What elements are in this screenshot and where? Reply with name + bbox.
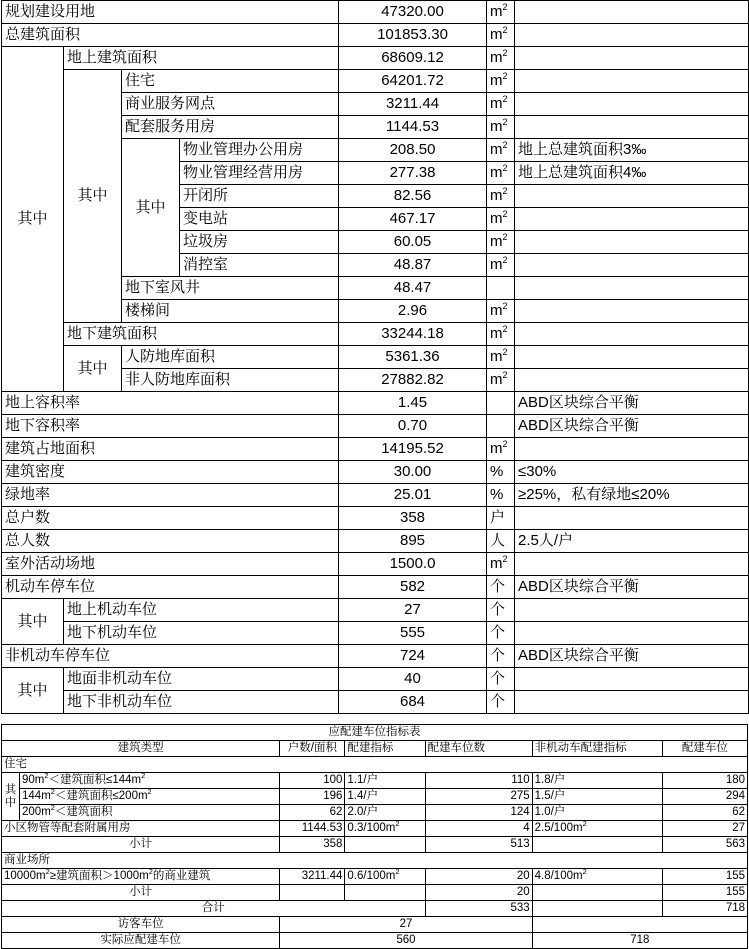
row-nonmotor-standard: 1.5/户: [532, 789, 662, 805]
row-unit: $m^2$: [487, 323, 515, 346]
total-nonmotor-standard: [532, 901, 662, 917]
row-households: 62: [280, 805, 345, 821]
row-nonmotor-standard: $2.5/100m^2$: [532, 821, 662, 837]
subtotal-nonmotor-count: 563: [662, 837, 747, 853]
row-note: [515, 622, 749, 645]
row-car-count: 110: [425, 773, 532, 789]
row-note: [515, 254, 749, 277]
row-label: 建筑密度: [2, 461, 339, 484]
row-nonmotor-standard: $4.8/100m^2$: [532, 869, 662, 885]
row-note: ≤30%: [515, 461, 749, 484]
row-label: 物业管理经营用房: [180, 162, 339, 185]
table-row: [2, 599, 749, 622]
subtotal-standard: [345, 837, 425, 853]
row-unit: $m^2$: [487, 438, 515, 461]
row-label: 非机动车停车位: [2, 645, 339, 668]
row-label: 地上建筑面积: [64, 47, 339, 70]
row-note: [515, 599, 749, 622]
row-unit: $m^2$: [487, 139, 515, 162]
row-unit: 人: [487, 530, 515, 553]
group-label-qizhong-4: 其中: [64, 346, 122, 392]
table-row: [2, 821, 748, 837]
row-unit: $m^2$: [487, 208, 515, 231]
row-value: 684: [339, 691, 487, 714]
header-nonmotor-count: 配建车位: [662, 741, 747, 757]
row-unit: 个: [487, 668, 515, 691]
row-unit: $m^2$: [487, 116, 515, 139]
row-unit: %: [487, 461, 515, 484]
subtotal-car-count: 513: [425, 837, 532, 853]
row-label: 楼梯间: [122, 300, 339, 323]
row-value: 555: [339, 622, 487, 645]
row-label: 商业服务网点: [122, 93, 339, 116]
row-label: 规划建设用地: [2, 1, 339, 24]
row-note: [515, 208, 749, 231]
row-value: 1144.53: [339, 116, 487, 139]
table-row: [2, 24, 749, 47]
actual-nonmotor-value: 718: [532, 933, 747, 949]
subtotal-nonmotor-count: 155: [662, 885, 747, 901]
row-nonmotor-standard: 1.8/户: [532, 773, 662, 789]
row-note: [515, 24, 749, 47]
table-row: [2, 47, 749, 70]
table-row: [2, 805, 748, 821]
subtotal-label: 小计: [2, 885, 280, 901]
row-unit: $m^2$: [487, 254, 515, 277]
row-value: 101853.30: [339, 24, 487, 47]
subtotal-label: 小计: [2, 837, 280, 853]
row-unit: $m^2$: [487, 24, 515, 47]
row-unit: [487, 392, 515, 415]
row-value: 1.45: [339, 392, 487, 415]
row-note: [515, 277, 749, 300]
row-unit: $m^2$: [487, 70, 515, 93]
row-standard: 1.1/户: [345, 773, 425, 789]
row-value: 895: [339, 530, 487, 553]
row-value: 14195.52: [339, 438, 487, 461]
table-row-visitor: [2, 917, 748, 933]
row-label: 人防地库面积: [122, 346, 339, 369]
row-label: 住宅: [122, 70, 339, 93]
row-note: [515, 47, 749, 70]
row-label: 总户数: [2, 507, 339, 530]
subtotal-households: [280, 885, 345, 901]
table-row: [2, 507, 749, 530]
row-value: 5361.36: [339, 346, 487, 369]
row-standard: 1.4/户: [345, 789, 425, 805]
table-row-total: [2, 901, 748, 917]
row-type: $200m^2<$建筑面积: [20, 805, 280, 821]
subtotal-nonmotor-standard: [532, 837, 662, 853]
table-row: [2, 553, 749, 576]
row-value: 277.38: [339, 162, 487, 185]
visitor-label: 访客车位: [2, 917, 280, 933]
row-unit: $m^2$: [487, 185, 515, 208]
row-value: 30.00: [339, 461, 487, 484]
row-nonmotor-count: 62: [662, 805, 747, 821]
table-row: [2, 645, 749, 668]
table-row: [2, 869, 748, 885]
row-unit: $m^2$: [487, 553, 515, 576]
row-type: $90m^2<$建筑面积$\le 144m^2$: [20, 773, 280, 789]
row-value: 82.56: [339, 185, 487, 208]
row-unit: [487, 415, 515, 438]
main-index-table: [1, 0, 749, 714]
parking-table-title: 应配建车位指标表: [2, 725, 748, 741]
actual-car-value: 560: [280, 933, 532, 949]
header-standard: 配建指标: [345, 741, 425, 757]
section-label-commercial: 商业场所: [2, 853, 748, 869]
row-unit: 个: [487, 691, 515, 714]
row-label: 室外活动场地: [2, 553, 339, 576]
row-unit: 个: [487, 622, 515, 645]
actual-label: 实际应配建车位: [2, 933, 280, 949]
row-unit: $m^2$: [487, 93, 515, 116]
row-note: ABD区块综合平衡: [515, 392, 749, 415]
subtotal-standard: [345, 885, 425, 901]
row-label: 地面非机动车位: [64, 668, 339, 691]
row-label: 物业管理办公用房: [180, 139, 339, 162]
row-value: 724: [339, 645, 487, 668]
row-label: 地下非机动车位: [64, 691, 339, 714]
row-value: 358: [339, 507, 487, 530]
row-label: 总建筑面积: [2, 24, 339, 47]
row-households: 1144.53: [280, 821, 345, 837]
table-row: [2, 438, 749, 461]
row-value: 208.50: [339, 139, 487, 162]
parking-header-row: [2, 741, 748, 757]
row-unit: $m^2$: [487, 369, 515, 392]
row-standard: $0.3/100m^2$: [345, 821, 425, 837]
row-note: [515, 691, 749, 714]
table-row: [2, 415, 749, 438]
row-value: 48.47: [339, 277, 487, 300]
table-row: [2, 691, 749, 714]
row-label: 地下机动车位: [64, 622, 339, 645]
row-unit: $m^2$: [487, 47, 515, 70]
total-label: 合计: [2, 901, 426, 917]
row-label: 地下建筑面积: [64, 323, 339, 346]
row-standard: $0.6/100m^2$: [345, 869, 425, 885]
row-unit: 个: [487, 599, 515, 622]
parking-vertical-label: 其 中: [2, 773, 20, 821]
table-row: [2, 1, 749, 24]
row-note: [515, 185, 749, 208]
header-households: 户数/面积: [280, 741, 345, 757]
header-car-count: 配建车位数: [425, 741, 532, 757]
visitor-empty: [532, 917, 747, 933]
total-car-count: 533: [425, 901, 532, 917]
row-value: 40: [339, 668, 487, 691]
group-label-qizhong-5: 其中: [2, 599, 64, 645]
header-nonmotor-standard: 非机动车配建指标: [532, 741, 662, 757]
row-unit: $m^2$: [487, 162, 515, 185]
table-row-subtotal: [2, 885, 748, 901]
row-label: 建筑占地面积: [2, 438, 339, 461]
row-unit: 个: [487, 645, 515, 668]
visitor-value: 27: [280, 917, 532, 933]
table-row: [2, 668, 749, 691]
row-unit: 个: [487, 576, 515, 599]
row-note: ABD区块综合平衡: [515, 576, 749, 599]
row-value: 0.70: [339, 415, 487, 438]
group-label-qizhong-2: 其中: [64, 70, 122, 323]
parking-section-residential: [2, 757, 748, 773]
group-label-qizhong-6: 其中: [2, 668, 64, 714]
table-row: [2, 789, 748, 805]
row-label: 机动车停车位: [2, 576, 339, 599]
row-unit: $m^2$: [487, 1, 515, 24]
row-label: 地下室风井: [122, 277, 339, 300]
row-note: [515, 507, 749, 530]
row-label: 地上机动车位: [64, 599, 339, 622]
group-label-qizhong-3: 其中: [122, 139, 180, 277]
row-label: 垃圾房: [180, 231, 339, 254]
row-note: [515, 116, 749, 139]
row-car-count: 4: [425, 821, 532, 837]
row-value: 1500.0: [339, 553, 487, 576]
row-note: 2.5人/户: [515, 530, 749, 553]
row-value: 27882.82: [339, 369, 487, 392]
row-unit: $m^2$: [487, 300, 515, 323]
table-row: [2, 530, 749, 553]
row-note: 地上总建筑面积4‰: [515, 162, 749, 185]
row-car-count: 20: [425, 869, 532, 885]
row-value: 60.05: [339, 231, 487, 254]
table-row: [2, 461, 749, 484]
subtotal-nonmotor-standard: [532, 885, 662, 901]
row-value: 64201.72: [339, 70, 487, 93]
row-value: 68609.12: [339, 47, 487, 70]
row-note: [515, 668, 749, 691]
row-label: 配套服务用房: [122, 116, 339, 139]
row-value: 582: [339, 576, 487, 599]
total-nonmotor-count: 718: [662, 901, 747, 917]
row-unit: 户: [487, 507, 515, 530]
subtotal-households: 358: [280, 837, 345, 853]
table-row: [2, 346, 749, 369]
row-standard: 2.0/户: [345, 805, 425, 821]
header-type: 建筑类型: [2, 741, 280, 757]
row-value: 25.01: [339, 484, 487, 507]
row-value: 48.87: [339, 254, 487, 277]
row-note: [515, 323, 749, 346]
row-note: [515, 438, 749, 461]
section-label-residential: 住宅: [2, 757, 748, 773]
row-label: 非人防地库面积: [122, 369, 339, 392]
row-households: 3211.44: [280, 869, 345, 885]
row-note: 地上总建筑面积3‰: [515, 139, 749, 162]
parking-title-row: [2, 725, 748, 741]
row-label: 开闭所: [180, 185, 339, 208]
row-value: 2.96: [339, 300, 487, 323]
row-unit: $m^2$: [487, 231, 515, 254]
row-label: 地上容积率: [2, 392, 339, 415]
table-row: [2, 773, 748, 789]
row-note: [515, 1, 749, 24]
row-label: 地下容积率: [2, 415, 339, 438]
table-row: [2, 576, 749, 599]
row-note: [515, 70, 749, 93]
row-label: 总人数: [2, 530, 339, 553]
row-note: [515, 93, 749, 116]
row-nonmotor-count: 180: [662, 773, 747, 789]
row-note: [515, 300, 749, 323]
table-row: [2, 622, 749, 645]
row-label: 绿地率: [2, 484, 339, 507]
row-value: 467.17: [339, 208, 487, 231]
group-label-qizhong-1: 其中: [2, 47, 64, 392]
row-value: 3211.44: [339, 93, 487, 116]
table-row: [2, 323, 749, 346]
parking-section-commercial: [2, 853, 748, 869]
row-unit: %: [487, 484, 515, 507]
row-nonmotor-count: 155: [662, 869, 747, 885]
row-unit: $m^2$: [487, 346, 515, 369]
table-row: [2, 70, 749, 93]
row-label: 变电站: [180, 208, 339, 231]
row-type: $144m^2<$建筑面积$\le 200m^2$: [20, 789, 280, 805]
row-nonmotor-count: 294: [662, 789, 747, 805]
row-note: ABD区块综合平衡: [515, 415, 749, 438]
row-nonmotor-standard: 1.0/户: [532, 805, 662, 821]
row-note: [515, 346, 749, 369]
table-row: [2, 484, 749, 507]
row-value: 47320.00: [339, 1, 487, 24]
row-unit: [487, 277, 515, 300]
table-row-actual: [2, 933, 748, 949]
row-car-count: 124: [425, 805, 532, 821]
row-households: 196: [280, 789, 345, 805]
subtotal-car-count: 20: [425, 885, 532, 901]
table-row: [2, 392, 749, 415]
row-note: ≥25%，私有绿地≤20%: [515, 484, 749, 507]
row-car-count: 275: [425, 789, 532, 805]
row-type: 小区物管等配套附属用房: [2, 821, 280, 837]
table-row-subtotal: [2, 837, 748, 853]
table-gap: [0, 714, 749, 724]
row-label: 消控室: [180, 254, 339, 277]
row-note: [515, 553, 749, 576]
row-note: [515, 231, 749, 254]
row-note: [515, 369, 749, 392]
parking-allocation-table: [1, 724, 748, 949]
row-type: $10000m^2\ge$建筑面积$>1000m^2$的商业建筑: [2, 869, 280, 885]
row-value: 33244.18: [339, 323, 487, 346]
row-note: ABD区块综合平衡: [515, 645, 749, 668]
row-households: 100: [280, 773, 345, 789]
row-nonmotor-count: 27: [662, 821, 747, 837]
row-value: 27: [339, 599, 487, 622]
